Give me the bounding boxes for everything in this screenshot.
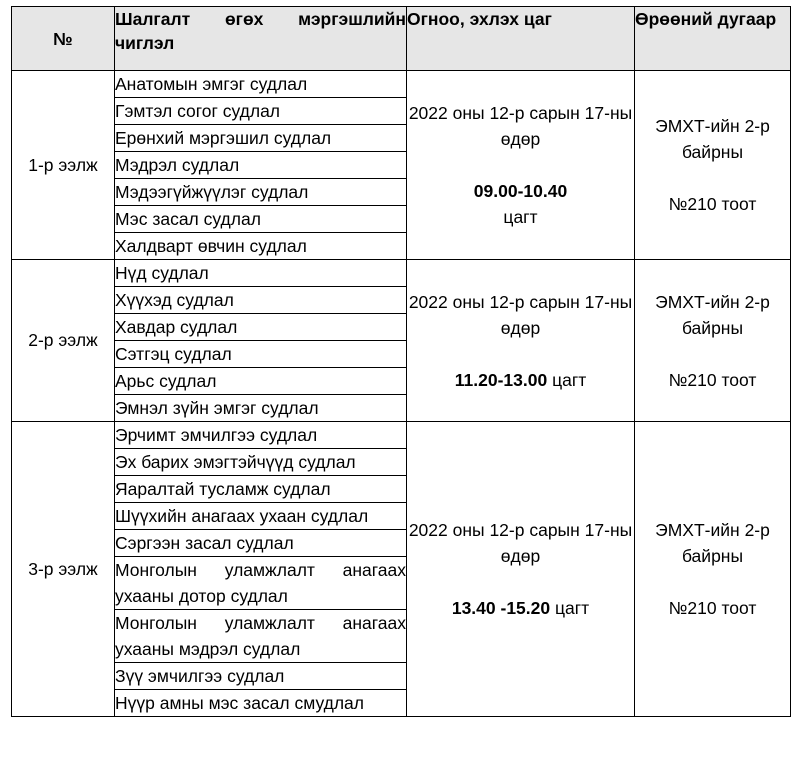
exam-time-suffix: цагт bbox=[503, 207, 538, 227]
specialty-cell: Арьс судлал bbox=[115, 368, 407, 395]
exam-time: 09.00-10.40 bbox=[473, 181, 568, 201]
header-room: Өрөөний дугаар bbox=[635, 7, 791, 71]
specialty-cell: Хавдар судлал bbox=[115, 314, 407, 341]
exam-time-suffix: цагт bbox=[552, 369, 587, 390]
specialty-cell: Нүд судлал bbox=[115, 260, 407, 287]
table-row bbox=[12, 71, 791, 98]
exam-time: 13.40 -15.20 bbox=[451, 598, 551, 618]
specialty-cell: Сэтгэц судлал bbox=[115, 341, 407, 368]
specialty-cell: Гэмтэл согог судлал bbox=[115, 98, 407, 125]
group-name: 3-р ээлж bbox=[12, 422, 115, 717]
group-name: 2-р ээлж bbox=[12, 260, 115, 422]
specialty-cell: Мэдээгүйжүүлэг судлал bbox=[115, 179, 407, 206]
specialty-cell: Мэс засал судлал bbox=[115, 206, 407, 233]
table-row bbox=[12, 422, 791, 449]
room-cell bbox=[635, 71, 791, 260]
room-building: ЭМХТ-ийн 2-р байрны bbox=[655, 116, 770, 162]
specialty-cell: Эмнэл зүйн эмгэг судлал bbox=[115, 395, 407, 422]
room-number: №210 тоот bbox=[668, 369, 757, 390]
table-row bbox=[12, 260, 791, 287]
specialty-cell: Зүү эмчилгээ судлал bbox=[115, 663, 407, 690]
specialty-cell: Нүүр амны мэс засал смудлал bbox=[115, 690, 407, 717]
specialty-cell: Шүүхийн анагаах ухаан судлал bbox=[115, 503, 407, 530]
specialty-cell: Мэдрэл судлал bbox=[115, 152, 407, 179]
specialty-cell: Ерөнхий мэргэшил судлал bbox=[115, 125, 407, 152]
room-building: ЭМХТ-ийн 2-р байрны bbox=[655, 291, 770, 338]
specialty-cell: Эх барих эмэгтэйчүүд судлал bbox=[115, 449, 407, 476]
specialty-cell: Монголын уламжлалт анагаах ухааны дотор судлал bbox=[115, 557, 407, 610]
room-number: №210 тоот bbox=[668, 194, 757, 214]
exam-time-line bbox=[407, 367, 634, 393]
specialty-cell: Монголын уламжлалт анагаах ухааны мэдрэл судлал bbox=[115, 610, 407, 663]
specialty-cell: Халдварт өвчин судлал bbox=[115, 233, 407, 260]
room-number: №210 тоот bbox=[668, 598, 757, 618]
header-row bbox=[12, 7, 791, 71]
header-datetime: Огноо, эхлэх цаг bbox=[407, 7, 635, 71]
exam-schedule-table bbox=[11, 6, 791, 717]
specialty-cell: Хүүхэд судлал bbox=[115, 287, 407, 314]
date-cell bbox=[407, 71, 635, 260]
exam-date: 2022 оны 12-р сарын 17-ны өдөр bbox=[408, 103, 633, 149]
specialty-cell: Анатомын эмгэг судлал bbox=[115, 71, 407, 98]
date-cell bbox=[407, 422, 635, 717]
header-num: № bbox=[12, 7, 115, 71]
exam-time-suffix: цагт bbox=[555, 598, 590, 618]
exam-time: 11.20-13.00 bbox=[454, 369, 548, 390]
specialty-cell: Яаралтай тусламж судлал bbox=[115, 476, 407, 503]
room-cell bbox=[635, 260, 791, 422]
header-specialty: Шалгалт өгөх мэргэшлийн чиглэл bbox=[115, 7, 407, 71]
specialty-cell: Сэргээн засал судлал bbox=[115, 530, 407, 557]
specialty-cell: Эрчимт эмчилгээ судлал bbox=[115, 422, 407, 449]
exam-date: 2022 оны 12-р сарын 17-ны өдөр bbox=[408, 520, 633, 566]
room-cell bbox=[635, 422, 791, 717]
group-name: 1-р ээлж bbox=[12, 71, 115, 260]
exam-date: 2022 оны 12-р сарын 17-ны өдөр bbox=[408, 291, 633, 338]
date-cell bbox=[407, 260, 635, 422]
room-building: ЭМХТ-ийн 2-р байрны bbox=[655, 520, 770, 566]
exam-time-line bbox=[407, 595, 634, 621]
